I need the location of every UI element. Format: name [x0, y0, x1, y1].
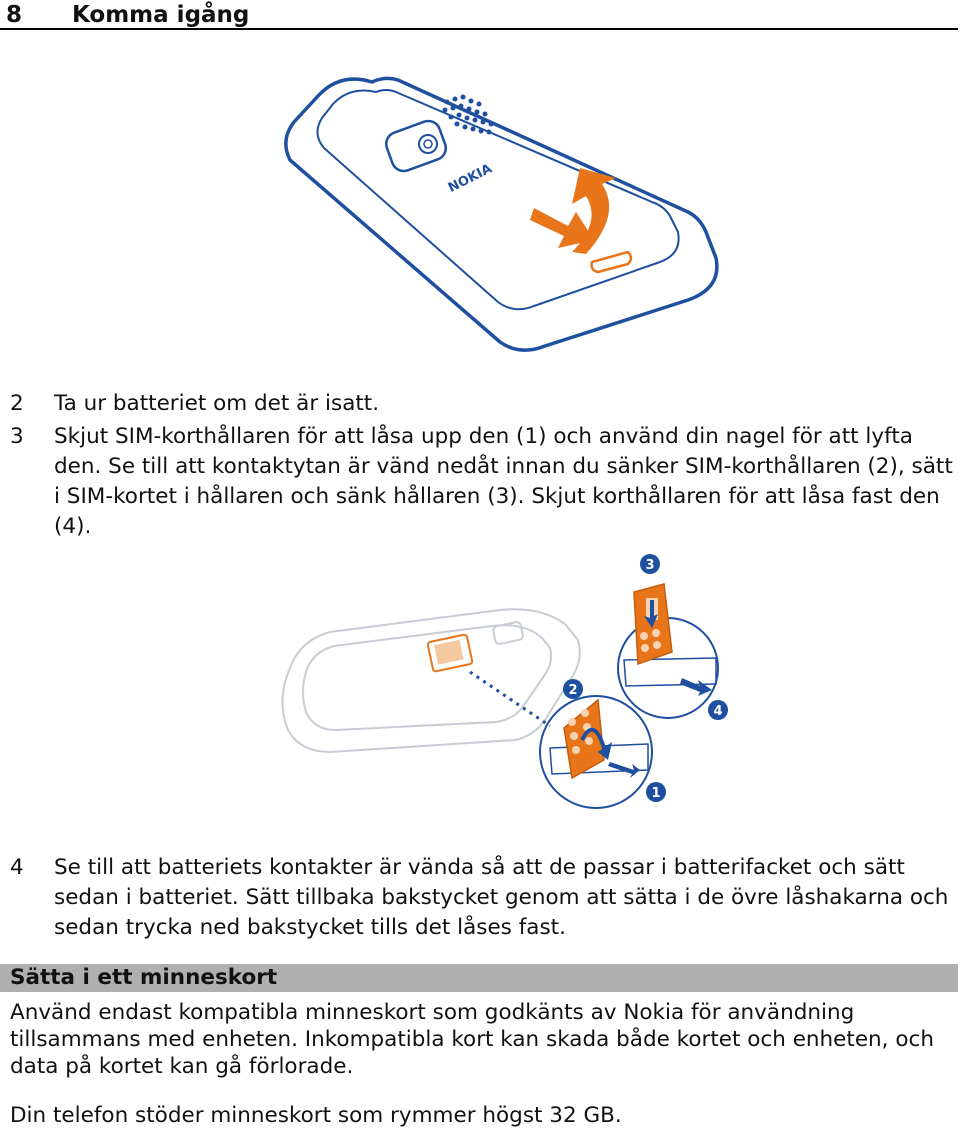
callout-badge-3 — [640, 554, 660, 574]
page-title: Komma igång — [72, 2, 250, 28]
svg-text:2: 2 — [568, 683, 578, 698]
detail-insert-view — [618, 584, 718, 718]
callout-badge-4 — [708, 700, 728, 720]
detail-lock-view — [540, 696, 652, 808]
step-number: 4 — [10, 855, 24, 880]
step-number: 2 — [10, 391, 24, 416]
back-cover-outline — [317, 90, 678, 309]
section-title: Sätta i ett minneskort — [10, 965, 278, 990]
step-text: Se till att batteriets kontakter är vända så att de passar i batterifacket och sätt sedan i batteriet. Sätt tillbaka bakstycket genom att sätta i de övre låshakarna och sedan trycka ned bakstycket tills det låses fast. — [54, 855, 949, 940]
phone-outline — [286, 78, 717, 350]
lift-arrow-icon — [530, 168, 616, 254]
sim-holder-illustration — [0, 550, 960, 812]
step-text: Skjut SIM-korthållaren för att låsa upp den (1) och använd din nagel för att lyfta den. Se till att kontaktytan är vänd nedåt innan du sänker SIM-korthållaren (2), sätt i SIM-kortet i hållaren och sänk hållaren (3). Skjut korthållaren för att låsa fast den (4). — [54, 424, 953, 539]
svg-text:1: 1 — [651, 786, 661, 801]
svg-text:4: 4 — [713, 704, 723, 719]
phone-body-outline — [282, 609, 579, 752]
step-text: Ta ur batteriet om det är isatt. — [54, 391, 380, 416]
page-number: 8 — [6, 2, 23, 28]
lock-arrow-icon — [680, 678, 712, 696]
callout-badge-2 — [563, 679, 583, 699]
cover-latch — [592, 252, 631, 272]
section-heading — [0, 964, 958, 992]
step-number: 3 — [10, 424, 24, 449]
back-cover-illustration — [0, 55, 960, 365]
nokia-logo: NOKIA — [445, 161, 495, 196]
page-header — [0, 0, 958, 30]
slide-arrow-icon — [608, 762, 640, 778]
svg-text:3: 3 — [645, 558, 655, 573]
section-paragraph-capacity: Din telefon stöder minneskort som rymmer högst 32 GB. — [10, 1103, 622, 1128]
section-paragraph-compatibility: Använd endast kompatibla minneskort som godkänts av Nokia för användning tillsammans med enheten. Inkompatibla kort kan skada både kortet och enheten, och data på kortet kan gå förlorade. — [10, 1000, 934, 1079]
callout-badge-1 — [646, 782, 666, 802]
camera-icon — [383, 118, 449, 175]
sim-slot-icon — [427, 634, 472, 672]
